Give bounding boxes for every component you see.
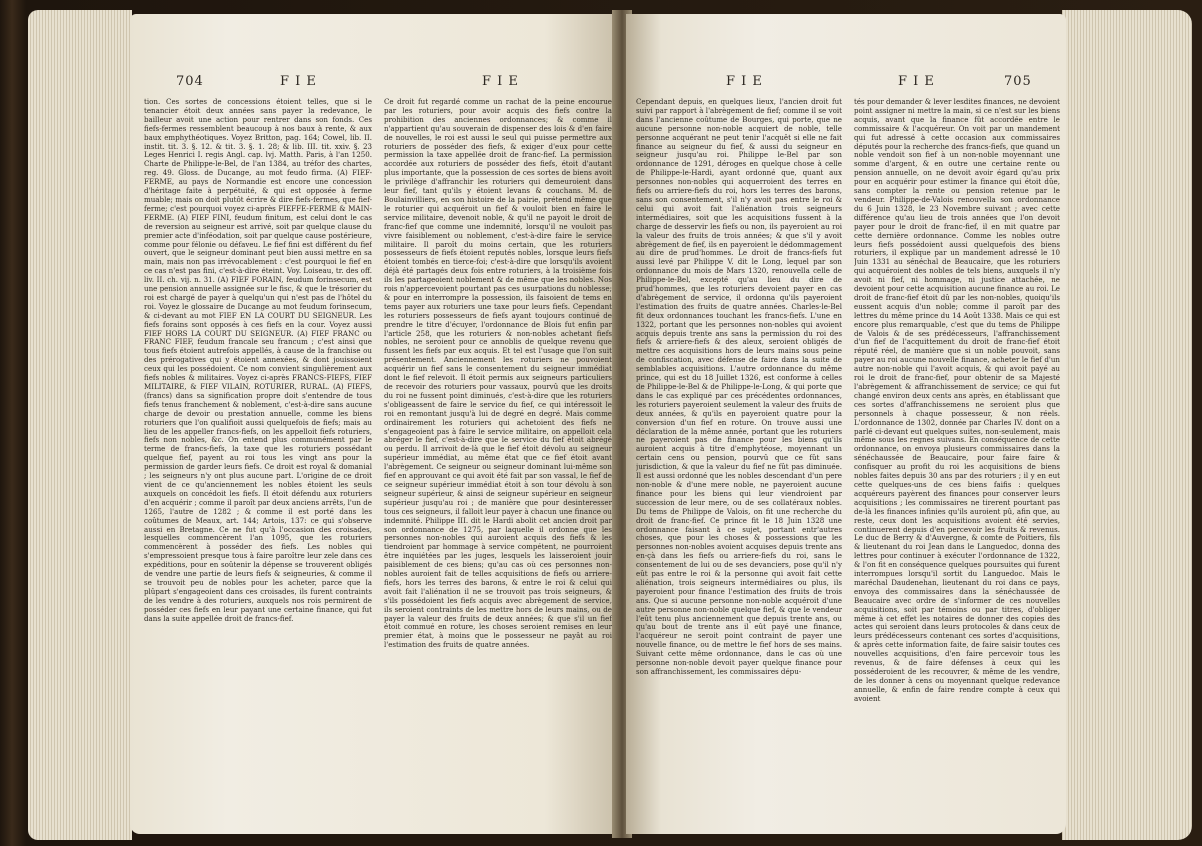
running-head-right-2: F I E bbox=[898, 74, 935, 89]
page-number-right: 705 bbox=[1004, 74, 1032, 89]
left-page bbox=[130, 14, 618, 834]
left-columns bbox=[144, 98, 612, 650]
running-head-left-2: F I E bbox=[482, 74, 519, 89]
page-number-left: 704 bbox=[176, 74, 204, 89]
running-head-left: F I E bbox=[280, 74, 317, 89]
left-column-2: Ce droit fut regardé comme un rachat de la peine encourue par les roturiers, pour avoir acquis des fiefs contre la prohibition des anciennes ordonnances; & comme il n'appartient qu'au souverain de dispenser des lois & d'en faire de nouvelles, le roi est aussi le seul qui puisse permettre aux roturiers de posséder des fiefs, & exiger d'eux pour cette permission la taxe appellée droit de franc-fief. La permission accordée aux roturiers de posséder des fiefs, étoit d'autant plus importante, que la possession de ces sortes de biens avoit le privilège d'affranchir les roturiers qui demeuroient dans leur fief, tant qu'ils y étoient levans & couchans. M. de Boulainvilliers, en son histoire de la pairie, prétend même que le roturier qui acquéroit un fief & vouloit bien en faire le service militaire, devenoit noble, & qu'il ne payoit le droit de franc-fief que comme une indemnité, lorsqu'il ne vouloit pas vivre faisiblement ou noblement, c'est-à-dire faire le service militaire. Il paroît du moins certain, que les roturiers possesseurs de fiefs étoient reputés nobles, lorsque leurs fiefs étoient tombés en tierce-foi; c'est-à-dire que lorsqu'ils avoient déjà été partagés deux fois entre roturiers, à la troisième fois ils les partageoient noblement & de même que les nobles. Nos rois n'appercevoient pourtant pas ces usurpations du noblesse; & pour en interrompre la possession, ils faisoient de tems en tems payer aux roturiers une taxe pour leurs fiefs. Cependant les roturiers possesseurs de fiefs ayant toujours continué de prendre le titre d'écuyer, l'ordonnance de Blois fut enfin par l'article 258, que les roturiers & non-nobles achetant fiefs nobles, ne seroient pour ce annoblis de quelque revenu que fussent les fiefs par eux acquis. Et tel est l'usage que l'on suit présentement. Anciennement les roturiers ne pouvoient acquérir un fief sans le consentement du seigneur immédiat dont le fief relevoit. Il étoit permis aux seigneurs particuliers de recevoir des roturiers pour vassaux, pourvû que les droits du roi ne fussent point diminués, c'est-à-dire que les roturiers s'obligeassent de faire le service du fief, ce qui intéressoit le roi en remontant jusqu'à lui de degré en degré. Mais comme ordinairement les roturiers qui achetoient des fiefs ne s'engageoient pas à faire le service militaire, on appelloit cela abréger le fief, c'est-à-dire que le service du fief étoit abrégé ou perdu. Il arrivoit de-là que le fief étoit dévolu au seigneur supérieur immédiat, au même état que ce fief étoit avant l'abrègement. Ce seigneur ou seigneur dominant lui-même son fief en approuvant ce qui avoit été fait par son vassal, le fief de ce seigneur supérieur immédiat étoit à son tour dévolu à son seigneur supérieur, & ainsi de seigneur supérieur en seigneur supérieur jusqu'au roi ; de manière que pour desinteresser tous ces seigneurs, il falloit leur payer à chacun une finance ou indemnité. Philippe III. dit le Hardi abolit cet ancien droit par son ordonnance de 1275, par laquelle il ordonne que les personnes non-nobles qui auroient acquis des fiefs & les tiendroient par hommage à service compétent, ne pourroient être inquiétées par les juges, lesquels les laisseroient jouir paisiblement de ces biens; qu'au cas où ces personnes non-nobles auroient fait de telles acquisitions de fiefs ou arriere-fiefs, hors les terres des barons, & entre le roi & celui qui avoit fait l'aliénation il ne se trouvoit pas trois seigneurs, & s'ils possédoient les fiefs acquis avec abrègement de service, ils seroient contraints de les mettre hors de leurs mains, ou de payer la valeur des fruits de deux années; & que s'il un fief étoit commué en roture, les choses seroient remises en leur premier état, à moins que le possesseur ne payât au roi l'estimation des fruits de quatre années. bbox=[384, 98, 612, 650]
right-column-1: Cependant depuis, en quelques lieux, l'ancien droit fut suivi par rapport à l'abrègement de fief; comme il se voit dans l'ancienne coûtume de Bourges, qui porte, que ne aucune personne non-noble acquiert de noble, telle personne acquérant ne peut tenir l'acquêt si elle ne fait finance au seigneur du fief, & aussi du seigneur en seigneur jusqu'au roi. Philippe le-Bel par son ordonnance de 1291, déroges en quelque chose à celle de Philippe-le-Hardi, ayant ordonné que, quant aux personnes non-nobles qui acquerroient des terres en fiefs ou arriere-fiefs du roi, hors les terres des barons, sans son consentement, s'il n'y avoit pas entre le roi & celui qui avoit fait l'aliénation trois seigneurs intermédiaires, soit que les acquisitions fussent à la charge de desservir les fiefs ou non, ils payeroient au roi la valeur des fruits de trois années; & que s'il y avoit abrègement de fief, ils en payeroient le dédommagement au dire de prud'hommes. Le droit de francs-fiefs fut aussi levé par Philippe V. dit le Long, lequel par son ordonnance du mois de Mars 1320, renouvella celle de Philippe-le-Bel, excepté qu'au lieu du dire de prud'hommes, que les roturiers devoient payer en cas d'abrègement de service, il ordonna qu'ils payeroient l'estimation des fruits de quatre années. Charles-le-Bel fit deux ordonnances touchant les francs-fiefs. L'une en 1322, portant que les personnes non-nobles qui avoient acquis depuis trente ans sans la permission du roi des fiefs & arriere-fiefs & des aleux, seroient obligés de mettre ces acquisitions hors de leurs mains sous peine de confiscation, avec défense de faire dans la suite de semblables acquisitions. L'autre ordonnance du même prince, qui est du 18 Juillet 1326, est conforme à celles de Philippe-le-Bel & de Philippe-le-Long, & qui porte que dans le cas expliqué par ces précédentes ordonnances, les roturiers payeroient seulement la valeur des fruits de deux années, & qu'ils en payeroient quatre pour la conversion d'un fief en roture. On trouve aussi une déclaration de la même année, portant que les roturiers ne payeroient pas de finance pour les biens qu'ils auroient acquis à titre d'emphytéose, moyennant un certain cens ou pension, pourvû que ce fût sans jurisdiction, & que la valeur du fief ne fût pas diminuée. Il est aussi ordonné que les nobles descendant d'un pere non-noble & d'une mere noble, ne payeroient aucune finance pour les biens qui leur viendroient par succession de leur mere, ou de ses collatéraux nobles. Du tems de Philippe de Valois, on fit une recherche du droit de franc-fief. Ce prince fit le 18 Juin 1328 une ordonnance faisant à ce sujet, portant entr'autres choses, que pour les choses & possessions que les personnes non-nobles avoient acquises depuis trente ans en-çà dans les fiefs ou arriere-fiefs du roi, sans le consentement de lui ou de ses devanciers, pose qu'il n'y eût pas entre le roi & la personne qui avoit fait cette aliénation, trois seigneurs intermédiaires ou plus, ils payeroient pour finance l'estimation des fruits de trois ans. Que si aucune personne non-noble acquéroit d'une autre personne non-noble quelque fief, & que le vendeur l'eût tenu plus anciennement que depuis trente ans, ou qu'au bout de trente ans il eût payé une finance, l'acquéreur ne seroit point contraint de payer une nouvelle finance, ou de mettre le fief hors de ses mains. Suivant cette même ordonnance, dans le cas où une personne non-noble devoit payer quelque finance pour son affranchissement, les commissaires dépu- bbox=[636, 98, 842, 676]
page-edges-left bbox=[28, 10, 132, 840]
right-column-2: tés pour demander & lever lesdites finances, ne devoient point assigner ni mettre la main, si ce n'est sur les biens acquis, avant que la finance fût accordée entre le commissaire & l'acquéreur. On voit par un mandement qui fut adressé à cette occasion aux commissaires députés pour la recherche des francs-fiefs, que quand un noble vendoit son fief à un non-noble moyennant une somme d'argent, & en outre une certaine rente ou pension annuelle, on ne devoit avoir égard qu'au prix pour en acquérir pour estimer la finance qui étoit dûe, sans compter la rente ou pension retenue par le vendeur. Philippe-de-Valois renouvella son ordonnance du 6 Juin 1328, le 23 Novembre suivant ; avec cette différence qu'au lieu de trois années que l'on devoit payer pour le droit de franc-fief, il en mit quatre par cette dernière ordonnance. Comme les nobles outre leurs fiefs possédoient aussi quelquefois des biens roturiers, il explique par un mandement adressé le 10 Juin 1331 au sénéchal de Beaucaire, que les roturiers qui acquéroient des nobles de tels biens, auxquels il n'y avoit ni fief, ni hommage, ni justice attachée, ne devoient pour cette acquisition aucune finance au roi. Le droit de franc-fief étoit dû par les non-nobles, quoiqu'ils eussent acquis d'un noble; comme il paroît par des lettres du même prince du 14 Août 1338. Mais ce qui est encore plus remarquable, c'est que du tems de Philippe de Valois & de ses prédécesseurs, l'affranchissement d'un fief de l'acquittement du droit de franc-fief étoit réputé réel, de manière que si un noble pouvoit, sans payer au roi aucune nouvelle finance, acheter le fief d'un autre non-noble qui l'avoit acquis, & qui avoit payé au roi le droit de franc-fief, pour obtenir de sa Majesté l'abrègement & affranchissement de service; ce qui fut changé environ deux cents ans après, en établissant que ces sortes d'affranchissemens ne seroient plus que personnels à chaque possesseur, & non réels. L'ordonnance de 1302, donnée par Charles IV. dont on a parlé ci-devant eut quelques suites, non-seulement, mais même sous les regnes suivans. En conséquence de cette ordonnance, on envoya plusieurs commissaires dans la sénéchaussée de Beaucaire, pour faire faire & confisquer au profit du roi les acquisitions de biens nobles faites depuis 30 ans par des roturiers ; il y en eut cette quelques-uns de ces biens faifis : quelques acquéreurs payèrent des finances pour conserver leurs acquisitions ; les commissaires ne tirerent pourtant pas de-là les finances infinies qu'ils auroient pû, afin que, au reste, ceux dont les acquisitions avoient été servies, continuerent depuis d'en percevoir les fruits & revenus. Le duc de Berry & d'Auvergne, & comte de Poitiers, fils & lieutenant du roi Jean dans le Languedoc, donna des lettres pour continuer à exécuter l'ordonnance de 1322, & l'on fit en conséquence quelques poursuites qui furent interrompues lorsqu'il sortit du Languedoc. Mais le maréchal Daudenehan, lieutenant du roi dans ce pays, envoya des commissaires dans la sénéchaussée de Beaucaire avec ordre de s'informer de ces nouvelles acquisitions, soit par témoins ou par titres, d'obliger même à cet effet les notaires de donner des copies des actes qui seroient dans leurs protocoles & dans ceux de leurs prédécesseurs contenant ces sortes d'acquisitions, & après cette information faite, de faire saisir toutes ces nouvelles acquisitions, d'en faire percevoir tous les revenus, & de faire défenses à ceux qui les posséderoient de les recouvrer, & même de les vendre, de les donner à cens ou moyennant quelque redevance annuelle, & enfin de faire rendre compte à ceux qui avoient bbox=[854, 98, 1060, 703]
right-page bbox=[626, 14, 1066, 834]
left-column-1: tion. Ces sortes de concessions étoient telles, que si le tenancier étoit deux années sans payer la redevance, le bailleur avoit une action pour rentrer dans son fonds. Ces fiefs-fermes ressemblent beaucoup à nos baux à rente, & aux baux emphythéotiques. Voyez Britton, pag. 164; Cowel, lib. II. instit. tit. 3. §. 12. & tit. 3. §. 1. 28; & lib. III. tit. xxiv. §. 23 Leges Henrici I. regis Angl. cap. lvj. Matth. Paris, à l'an 1250. Charte de Philippe-le-Bel, de l'an 1384, au tréfor des chartes, reg. 49. Gloss. de Ducange, au mot feudo firma. (A) FIEF-FERME, au pays de Normandie est encore une concession d'héritage faite à perpétuité, & qui est opposée à ferme muable; mais on doit plutôt écrire & dire fiefs-fermes, que fief-ferme; c'est pourquoi voyez ci-après FIEFFE-FERME & MAIN-FERME. (A) FIEF FINI, feudum finitum, est celui dont le cas de reversion au seigneur est arrivé, soit par quelque clause du premier acte d'inféodation, soit par quelque cause postérieure, comme pour félonie ou défaveu. Le fief fini est différent du fief ouvert, que le seigneur dominant peut bien aussi mettre en sa main, mais non pas irrévocablement : c'est pourquoi le fief en ce cas n'est pas fini, c'est-à-dire éteint. Voy. Loiseau, tr. des off. liv. II. ch. vij. n. 31. (A) FIEF FORAIN, feudum forinsecum, est une pension annuelle assignée sur le fisc, & que le trésorier du roi est chargé de payer à quelqu'un qui n'est pas de l'hôtel du roi. Voyez le glossaire de Ducange au mot feudum forinsecum, & ci-devant au mot FIEF EN LA COURT DU SEIGNEUR. Les fiefs forains sont opposés à ces fiefs en la cour. Voyez aussi FIEF HORS LA COURT DU SEIGNEUR. (A) FIEF FRANC ou FRANC FIEF, feudum francale seu francum ; c'est ainsi que tous fiefs étoient autrefois appellés, à cause de la franchise ou des prérogatives qui y étoient annexées, & dont jouissoient ceux qui les possédoient. Ce nom convient singulièrement aux fiefs nobles & militaires. Voyez ci-après FRANCS-FIEFS, FIEF MILITAIRE, & FIEF VILAIN, ROTURIER, RURAL. (A) FIEFS, (francs) dans sa signification propre doit s'entendre de tous fiefs tenus franchement & noblement, c'est-à-dire sans aucune charge de devoir ou prestation annuelle, comme les biens roturiers que l'on qualifioit aussi quelquefois de fiefs; mais au lieu de les appeller francs-fiefs, on les appelloit fiefs roturiers, fiefs non nobles, &c. On entend plus communément par le terme de francs-fiefs, la taxe que les roturiers possédant quelque fief, payent au roi tous les vingt ans pour la permission de garder leurs fiefs. Ce droit est royal & domanial ; les seigneurs n'y ont plus aucune part. L'origine de ce droit vient de ce qu'anciennement les nobles étoient les seuls auxquels on concédoit les fiefs. Il étoit défendu aux roturiers d'en acquérir ; comme il paroît par deux anciens arrêts, l'un de 1265, l'autre de 1282 ; & comme il est porté dans les coûtumes de Meaux, art. 144; Artois, 137: ce qui s'observe aussi en Bretagne. Ce ne fut qu'à l'occasion des croisades, lesquelles commencèrent l'an 1095, que les roturiers commencèrent à posséder des fiefs. Les nobles qui s'empressoient presque tous à faire paroître leur zele dans ces expéditions, pour en soûtenir la dépense se trouverent obligés de vendre une partie de leurs fiefs & seigneuries, & comme il se trouvoit peu de nobles pour les acheter, parce que la plûpart s'engageoient dans ces croisades, ils furent contraints de les vendre à des roturiers, auxquels nos rois permirent de posséder ces fiefs en leur payant une certaine finance, qui fut dans la suite appellée droit de francs-fief. bbox=[144, 98, 372, 623]
running-head-right: F I E bbox=[726, 74, 763, 89]
right-columns bbox=[636, 98, 1060, 704]
page-edges-right bbox=[1062, 10, 1192, 840]
